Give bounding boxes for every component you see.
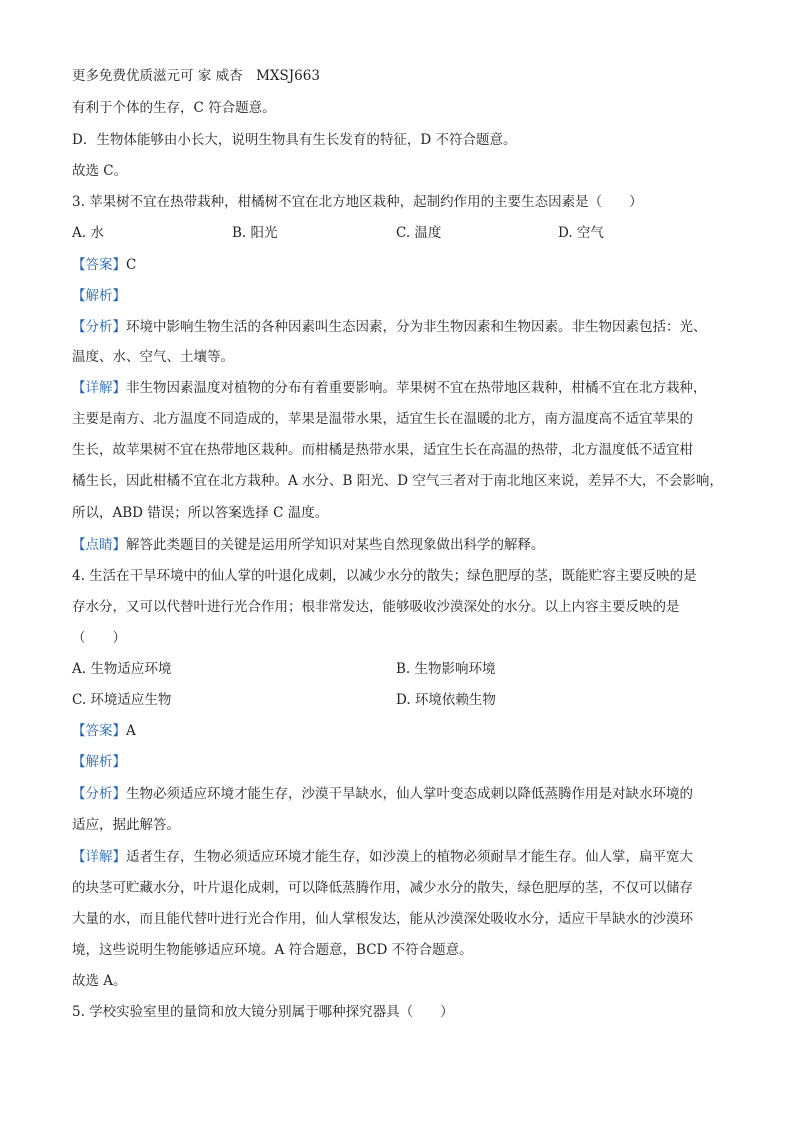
q4-xiangjie-line-3: 大量的水，而且能代替叶进行光合作用，仙人掌根发达，能从沙漠深处吸收水分，适应干旱缺水的沙漠环 [72,911,693,927]
q4-xiangjie-line-4: 境，这些说明生物能够适应环境。A 符合题意，BCD 不符合题意。 [72,942,473,958]
answer-tag: 【答案】 [72,257,126,273]
q4-fenxi-line-1 [72,784,693,804]
q3-answer-line [72,255,136,275]
q4-choice: 故选 A。 [72,973,127,989]
q4-option-a: A. 生物适应环境 [72,661,172,677]
q3-xiangjie-line-4: 橘生长，因此柑橘不宜在北方栽种。A 水分、B 阳光、D 空气三者对于南北地区来说，差异不大，不会影响， [72,473,723,489]
fenxi-tag: 【分析】 [72,319,126,335]
q3-fenxi-line-1 [72,317,707,337]
q3-fenxi-text-1: 环境中影响生物生活的各种因素叫生态因素，分为非生物因素和生物因素。非生物因素包括：光、 [126,319,707,335]
q3-xiangjie-line-1 [72,378,707,398]
q3-option-d: D. 空气 [558,225,604,241]
q3-xiangjie-line-3: 生长，故苹果树不宜在热带地区栽种。而柑橘是热带水果，适宜生长在高温的热带，北方温度低不适宜柑 [72,442,693,458]
q3-stem: 3. 苹果树不宜在热带栽种，柑橘树不宜在北方地区栽种，起制约作用的主要生态因素是（ ） [72,194,643,210]
q2-tail-line-2: D．生物体能够由小长大，说明生物具有生长发育的特征，D 不符合题意。 [72,132,517,148]
analysis-tag: 【解析】 [72,288,126,304]
q3-option-b: B. 阳光 [232,225,278,241]
q4-xiangjie-line-2: 的块茎可贮藏水分，叶片退化成刺，可以降低蒸腾作用，减少水分的散失，绿色肥厚的茎，不仅可以储存 [72,880,693,896]
q4-fenxi-text-1: 生物必须适应环境才能生存，沙漠干旱缺水，仙人掌叶变态成刺以降低蒸腾作用是对缺水环境的 [126,786,693,802]
q4-stem-line-2: 存水分，又可以代替叶进行光合作用；根非常发达，能够吸收沙漠深处的水分。以上内容主要反映的是 [72,599,680,615]
q3-dianjing-text: 解答此类题目的关键是运用所学知识对某些自然现象做出科学的解释。 [126,537,545,553]
q4-answer-line [72,721,136,741]
answer-tag: 【答案】 [72,723,126,739]
q4-option-b: B. 生物影响环境 [396,661,496,677]
q4-option-d: D. 环境依赖生物 [396,692,496,708]
q4-xiangjie-text-1: 适者生存，生物必须适应环境才能生存，如沙漠上的植物必须耐旱才能生存。仙人掌，扁平宽大 [126,849,693,865]
q3-xiangjie-line-2: 主要是南方、北方温度不同造成的，苹果是温带水果，适宜生长在温暖的北方，南方温度高不适宜苹果的 [72,411,693,427]
q2-choice: 故选 C。 [72,163,128,179]
q3-option-a: A. 水 [72,225,104,241]
q3-answer: C [126,257,137,273]
page-header-watermark: 更多免费优质滋元可 家 威杏 MXSJ663 [72,68,320,84]
analysis-tag: 【解析】 [72,754,126,770]
q3-option-c: C. 温度 [396,225,442,241]
q3-fenxi-line-2: 温度、水、空气、土壤等。 [72,349,234,365]
q4-stem-line-3: （ ） [72,630,126,646]
q4-stem-line-1: 4. 生活在干旱环境中的仙人掌的叶退化成刺，以减少水分的散失；绿色肥厚的茎，既能贮容主要反映的是 [72,568,697,584]
q4-xiangjie-line-1 [72,847,693,867]
q3-dianjing-line [72,535,545,555]
q4-answer: A [126,723,136,739]
q4-fenxi-line-2: 适应，据此解答。 [72,817,180,833]
q5-stem: 5. 学校实验室里的量筒和放大镜分别属于哪种探究器具（ ） [72,1004,454,1020]
xiangjie-tag: 【详解】 [72,380,126,396]
fenxi-tag: 【分析】 [72,786,126,802]
dianjing-tag: 【点睛】 [72,537,126,553]
q4-option-c: C. 环境适应生物 [72,692,172,708]
q3-analysis-heading [72,286,126,306]
q4-analysis-heading [72,752,126,772]
q3-xiangjie-text-1: 非生物因素温度对植物的分布有着重要影响。苹果树不宜在热带地区栽种，柑橘不宜在北方栽种， [126,380,707,396]
q3-xiangjie-line-5: 所以，ABD 错误；所以答案选择 C 温度。 [72,505,329,521]
q2-tail-line-1: 有利于个体的生存，C 符合题意。 [72,100,276,116]
xiangjie-tag: 【详解】 [72,849,126,865]
